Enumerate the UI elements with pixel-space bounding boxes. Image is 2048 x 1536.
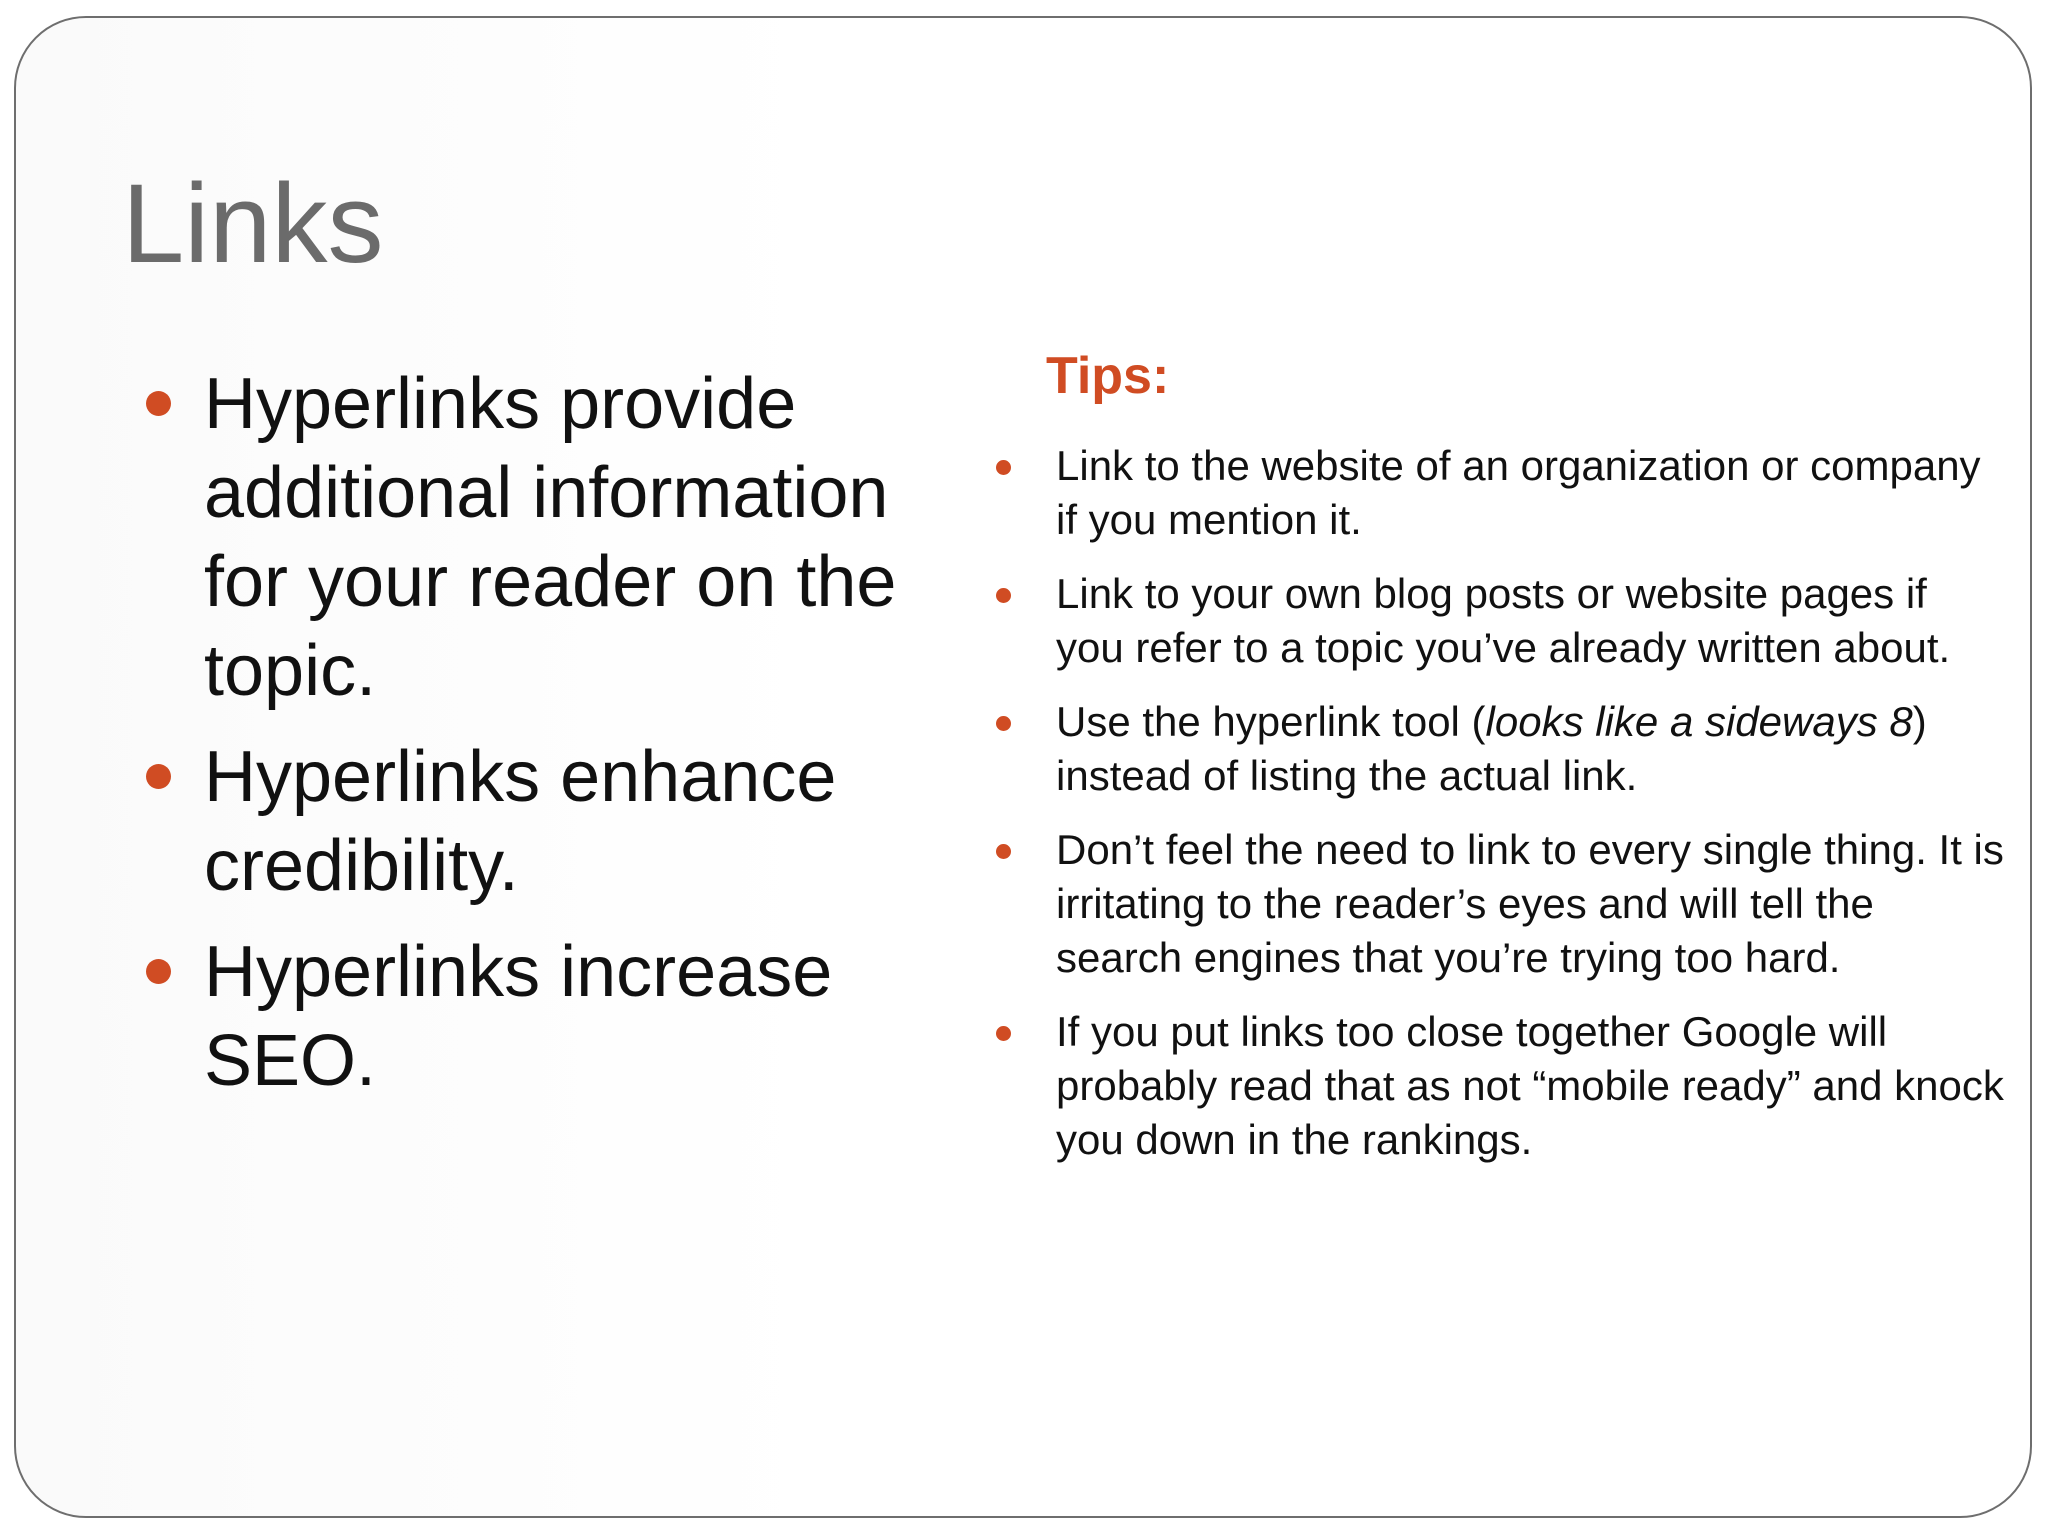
- tip-item: [994, 439, 2004, 547]
- tip-item: [994, 695, 2004, 803]
- bullet-dot-icon: [146, 391, 171, 416]
- tip-text: Link to the website of an organization or company if you mention it.: [1056, 442, 1981, 543]
- bullet-dot-icon: [996, 588, 1011, 603]
- tip-text-italic: looks like a sideways 8: [1485, 698, 1913, 745]
- bullet-dot-icon: [996, 716, 1011, 731]
- main-point: [142, 360, 902, 716]
- main-point-text: Hyperlinks provide additional information for your reader on the topic.: [204, 364, 897, 711]
- tip-text-after: ) instead of listing the actual link.: [1056, 698, 1927, 799]
- main-point: [142, 928, 902, 1106]
- tips-heading: Tips:: [1046, 347, 1170, 405]
- main-point-text: Hyperlinks increase SEO.: [204, 932, 833, 1101]
- bullet-dot-icon: [996, 460, 1011, 475]
- slide-title: Links: [122, 161, 384, 286]
- tip-item: [994, 823, 2004, 985]
- main-point-text: Hyperlinks enhance credibility.: [204, 737, 837, 906]
- bullet-dot-icon: [996, 844, 1011, 859]
- bullet-dot-icon: [996, 1026, 1011, 1041]
- bullet-dot-icon: [146, 764, 171, 789]
- tip-text: Link to your own blog posts or website pages if you refer to a topic you’ve already written about.: [1056, 570, 1951, 671]
- tips-list: [994, 439, 2004, 1187]
- main-points-list: [142, 360, 902, 1123]
- main-point: [142, 733, 902, 911]
- bullet-dot-icon: [146, 959, 171, 984]
- tip-text: If you put links too close together Google will probably read that as not “mobile ready” and knock you down in the rankings.: [1056, 1008, 2004, 1163]
- tip-item: [994, 567, 2004, 675]
- tip-text: Don’t feel the need to link to every single thing. It is irritating to the reader’s eyes and will tell the search engines that you’re trying too hard.: [1056, 826, 2004, 981]
- tip-text-before: Use the hyperlink tool (: [1056, 698, 1486, 745]
- tip-item: [994, 1005, 2004, 1167]
